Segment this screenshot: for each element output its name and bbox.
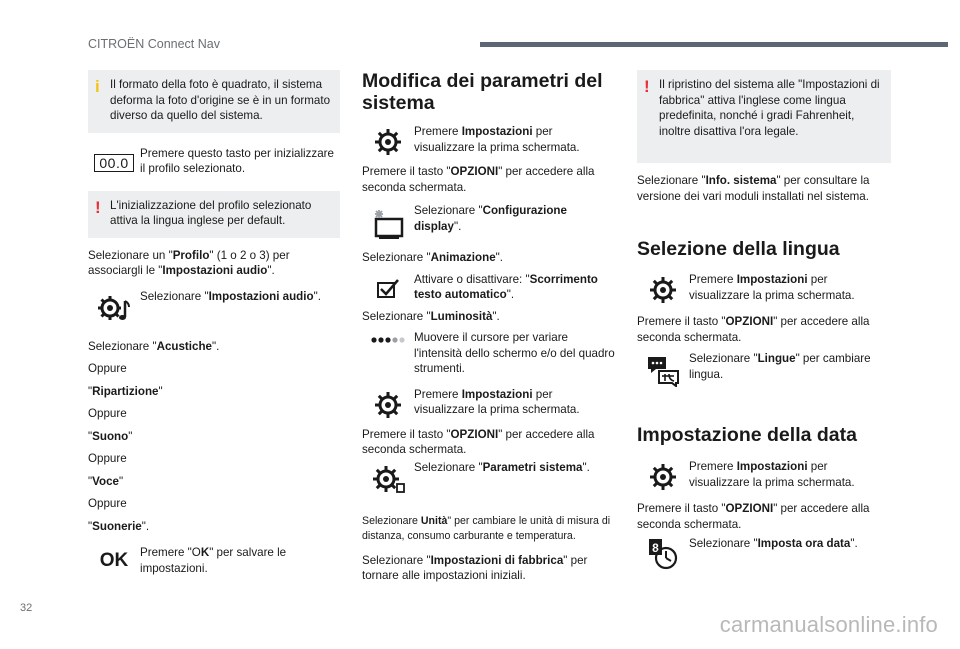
options-text: Premere il tasto "OPZIONI" per accedere alla seconda schermata. xyxy=(362,427,595,456)
or-text: Oppure xyxy=(88,452,127,465)
reset-profile-row xyxy=(88,146,340,177)
factory-text: Selezionare "Impostazioni di fabbrica" per tornare alle impostazioni iniziali. xyxy=(362,553,588,582)
settings-row-2 xyxy=(362,387,616,419)
note-text: Il ripristino del sistema alle "Impostazioni di fabbrica" attiva l'inglese come lingua predefinita, nonché i gradi Fahrenheit, inoltre disattiva l'ora legale. xyxy=(659,78,880,138)
section-title-system: Modifica dei parametri del sistema xyxy=(362,70,603,114)
ok-text: Premere "OK" per salvare le impostazioni. xyxy=(140,546,287,575)
display-config-row xyxy=(362,203,616,239)
column-1 xyxy=(88,70,340,576)
column-3 xyxy=(637,70,891,571)
watermark: carmanualsonline.info xyxy=(719,612,938,637)
settings-row-3 xyxy=(637,272,891,304)
settings-gear-icon xyxy=(374,128,402,156)
autoscroll-text: Attivare o disattivare: "Scorrimento testo automatico". xyxy=(414,272,598,301)
date-time-text: Selezionare "Imposta ora data". xyxy=(689,537,858,550)
note-text: Il formato della foto è quadrato, il sistema deforma la foto d'origine se è in un formato diverso da quello del sistema. xyxy=(110,78,331,122)
page-number: 32 xyxy=(20,602,33,614)
info-icon: i xyxy=(95,77,100,96)
info-note-photo xyxy=(88,70,340,133)
date-badge: 8 xyxy=(652,541,659,555)
warning-note-factory xyxy=(637,70,891,163)
settings-row-4 xyxy=(637,459,891,491)
warning-note-reset xyxy=(88,191,340,238)
audio-settings-icon xyxy=(97,293,131,323)
options-text: Premere il tasto "OPZIONI" per accedere alla seconda schermata. xyxy=(637,315,870,344)
or-text: Oppure xyxy=(88,362,127,375)
split-text: "Ripartizione" xyxy=(88,384,163,398)
system-params-icon xyxy=(371,464,405,494)
options-text: Premere il tasto "OPZIONI" per accedere alla seconda schermata. xyxy=(362,165,595,194)
settings-gear-icon xyxy=(649,276,677,304)
display-config-icon xyxy=(371,209,405,239)
date-time-icon xyxy=(646,537,680,571)
settings-gear-icon xyxy=(374,391,402,419)
section-title-date: Impostazione della data xyxy=(637,424,857,446)
brightness-label-text: Selezionare "Luminosità". xyxy=(362,309,500,323)
ringtone-text: "Suonerie". xyxy=(88,519,150,533)
section-title-language: Selezione della lingua xyxy=(637,238,840,260)
brightness-dots-icon[interactable] xyxy=(371,335,405,345)
settings-text: Premere Impostazioni per visualizzare la prima schermata. xyxy=(689,460,855,489)
date-time-row xyxy=(637,536,891,571)
animation-text: Selezionare "Animazione". xyxy=(362,251,503,264)
sound-text: "Suono" xyxy=(88,429,133,443)
system-params-row xyxy=(362,460,616,494)
settings-text: Premere Impostazioni per visualizzare la prima schermata. xyxy=(414,125,580,154)
settings-gear-icon xyxy=(649,463,677,491)
language-text: Selezionare "Lingue" per cambiare lingua. xyxy=(689,352,871,381)
checkbox-icon[interactable] xyxy=(376,277,400,299)
brightness-row xyxy=(362,330,616,377)
system-params-text: Selezionare "Parametri sistema". xyxy=(414,460,590,474)
audio-text: Selezionare "Impostazioni audio". xyxy=(140,289,321,303)
column-2 xyxy=(362,70,616,584)
language-icon xyxy=(646,353,680,387)
ok-key-icon[interactable]: OK xyxy=(99,550,129,571)
brightness-text: Muovere il cursore per variare l'intensità dello schermo e/o del quadro strumenti. xyxy=(414,331,615,375)
reset-text: Premere questo tasto per inizializzare il profilo selezionato. xyxy=(140,146,334,175)
warning-icon: ! xyxy=(644,77,650,96)
warning-icon: ! xyxy=(95,197,101,217)
language-row xyxy=(637,351,891,387)
settings-text: Premere Impostazioni per visualizzare la prima schermata. xyxy=(689,273,855,302)
header-bar xyxy=(480,42,948,47)
voice-text: "Voce" xyxy=(88,474,124,488)
info-system-text: Selezionare "Info. sistema" per consultare la versione dei vari moduli installati nel sistema. xyxy=(637,174,870,203)
display-config-text: Selezionare "Configurazione display". xyxy=(414,204,567,233)
select-profile-text: Selezionare un "Profilo" (1 o 2 o 3) per associargli le "Impostazioni audio". xyxy=(88,248,290,277)
autoscroll-row xyxy=(362,272,616,303)
or-text: Oppure xyxy=(88,497,127,510)
options-text: Premere il tasto "OPZIONI" per accedere alla seconda schermata. xyxy=(637,502,870,531)
header-title: CITROËN Connect Nav xyxy=(88,37,220,51)
or-text: Oppure xyxy=(88,407,127,420)
audio-settings-row xyxy=(88,289,340,323)
ok-row xyxy=(88,545,340,576)
note-text: L'inizializzazione del profilo selezionato attiva la lingua inglese per default. xyxy=(110,198,312,227)
units-text: Selezionare Unità" per cambiare le unità di misura di distanza, consumo carburante e temperatura. xyxy=(362,514,611,542)
settings-row xyxy=(362,124,616,156)
reset-key-icon[interactable]: 00.0 xyxy=(94,154,133,172)
acoustics-text: Selezionare "Acustiche". xyxy=(88,339,220,353)
settings-text: Premere Impostazioni per visualizzare la prima schermata. xyxy=(414,387,580,416)
